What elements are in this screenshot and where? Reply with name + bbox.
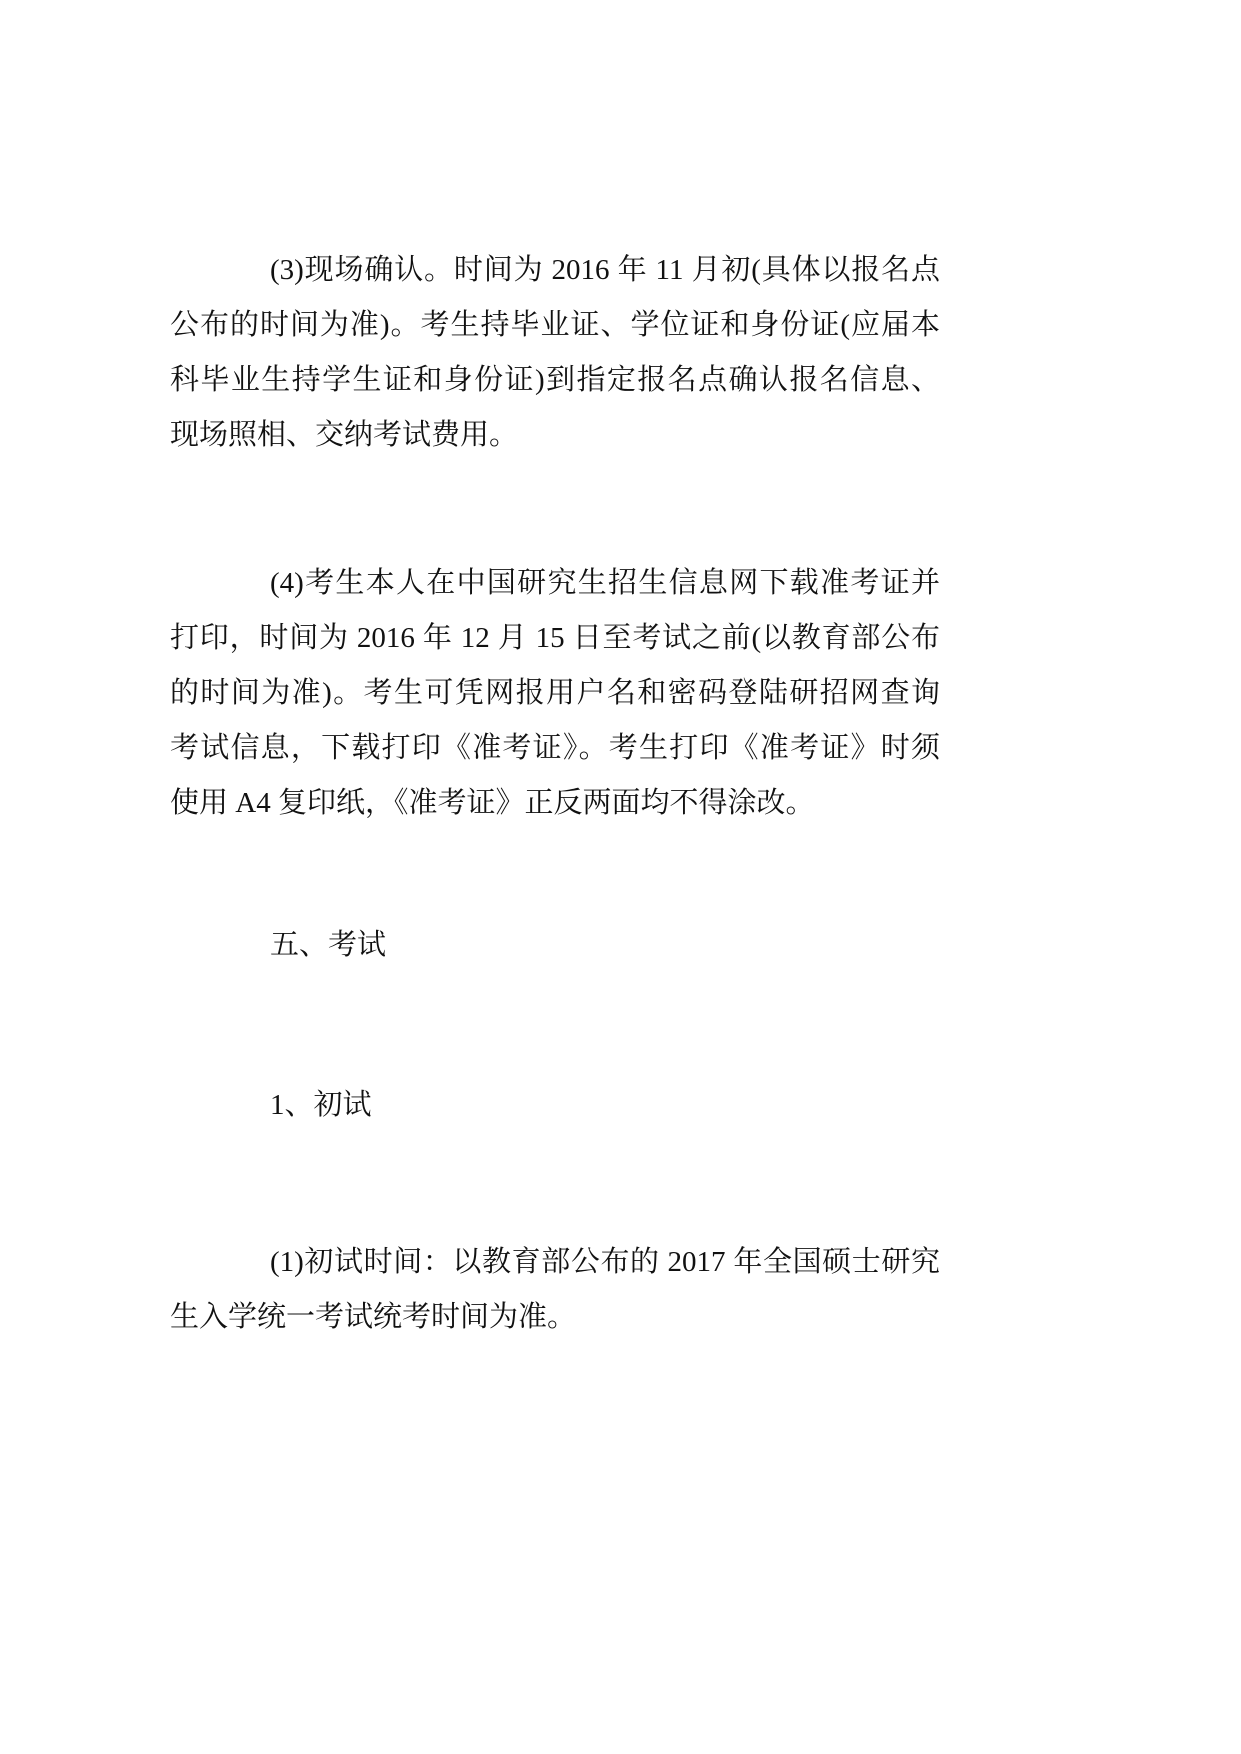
paragraph-line: 的时间为准)。考生可凭网报用户名和密码登陆研招网查询 [170,677,940,709]
paragraph-line: 生入学统一考试统考时间为准。 [170,1301,577,1333]
paragraph-line: 打印，时间为 2016 年 12 月 15 日至考试之前(以教育部公布 [170,622,940,654]
paragraph-line: (1)初试时间：以教育部公布的 2017 年全国硕士研究 [270,1246,940,1278]
paragraph-line: 现场照相、交纳考试费用。 [170,419,519,451]
paragraph-line: 使用 A4 复印纸，《准考证》正反两面均不得涂改。 [170,787,815,819]
paragraph-admission-ticket [170,556,940,831]
paragraph-line: 考试信息，下载打印《准考证》。考生打印《准考证》时须 [170,732,940,764]
paragraph-line: 科毕业生持学生证和身份证)到指定报名点确认报名信息、 [170,364,940,396]
paragraph-line: (3)现场确认。时间为 2016 年 11 月初(具体以报名点 [270,254,940,286]
paragraph-site-confirmation [170,243,940,463]
paragraph-initial-exam-time [170,1235,940,1345]
subsection-heading: 1、初试 [270,1089,372,1121]
section-heading: 五、考试 [270,929,387,961]
paragraph-line: 公布的时间为准)。考生持毕业证、学位证和身份证(应届本 [170,309,940,341]
paragraph-line: (4)考生本人在中国研究生招生信息网下载准考证并 [270,567,940,599]
